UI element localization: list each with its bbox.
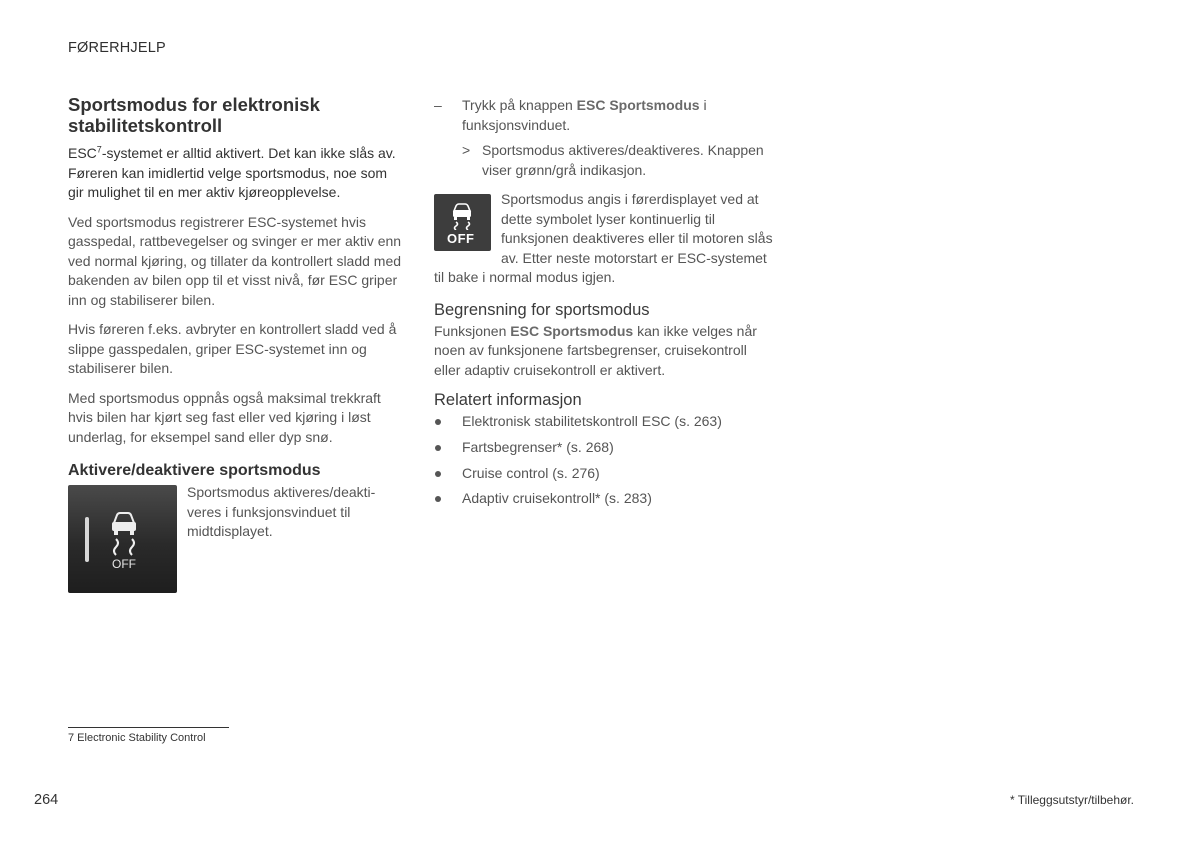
esc-sport-button-icon bbox=[68, 485, 177, 593]
footnote-ref: 7 bbox=[96, 144, 102, 155]
related-heading: Relatert informasjon bbox=[434, 391, 582, 409]
activate-block bbox=[68, 483, 404, 599]
paragraph-traction: Med sportsmodus oppnås også maksimal trekkraft hvis bilen har kjørt seg fast eller ved kjøring i løst underlag, for eksempel sand eller dyp snø. bbox=[68, 389, 381, 445]
step-result: > Sportsmodus aktiveres/deaktiveres. Knappen viser grønn/grå indikasjon. bbox=[462, 142, 764, 178]
paragraph-interrupt: Hvis føreren f.eks. avbryter en kontrollert sladd ved å slippe gasspedalen, griper ESC-systemet inn og stabiliserer bilen. bbox=[68, 321, 397, 376]
limit-paragraph: Funksjonen ESC Sportsmodus kan ikke velges når noen av funksjonene fartsbegrenser, cruisekontroll eller adaptiv cruisekontroll er aktivert. bbox=[434, 322, 757, 378]
related-list bbox=[434, 412, 774, 509]
paragraph-registration: Ved sportsmodus registrerer ESC-systemet hvis gasspedal, rattbevegelser og svinger er mer aktiv enn ved normal kjøring, og tillater da kontrollert sladd med bakenden av bilen opp til et visst nivå, før ESC griper inn og stabiliserer bilen. bbox=[68, 213, 402, 308]
left-column bbox=[68, 94, 404, 599]
bullet-icon bbox=[435, 419, 441, 425]
page-title: Sportsmodus for elektronisk stabilitetskontroll bbox=[68, 94, 320, 136]
esc-off-symbol-icon bbox=[434, 194, 491, 251]
skidding-car-icon bbox=[108, 509, 140, 557]
related-link[interactable]: Elektronisk stabilitetskontroll ESC (s. 263) bbox=[434, 412, 774, 432]
page-number: 264 bbox=[34, 792, 59, 808]
activate-text: Sportsmodus aktiveres/deaktiveres i funksjonsvinduet til midtdisplayet. bbox=[187, 484, 376, 539]
step-press-button: – Trykk på knappen ESC Sportsmodus i funksjonsvinduet. bbox=[434, 97, 707, 133]
symbol-off-label: OFF bbox=[447, 231, 475, 246]
related-link[interactable]: Adaptiv cruisekontroll* (s. 283) bbox=[434, 489, 774, 509]
result-arrow: > bbox=[462, 142, 471, 158]
esc-sportsmodus-label: ESC Sportsmodus bbox=[510, 322, 634, 339]
bullet-icon bbox=[435, 471, 441, 477]
related-link[interactable]: Fartsbegrenser* (s. 268) bbox=[434, 438, 774, 458]
accessory-note: * Tilleggsutstyr/tilbehør. bbox=[1009, 793, 1134, 807]
step-dash: – bbox=[434, 97, 442, 113]
symbol-text: Sportsmodus angis i førerdisplayet ved at dette symbolet lyser kontinuerlig til funksjonen deaktiveres eller til motoren slås av. Etter neste motorstart er ESC-systemet til bake i normal modus igjen. bbox=[434, 191, 773, 285]
limit-heading: Begrensning for sportsmodus bbox=[434, 300, 650, 319]
section-header: FØRERHJELP bbox=[68, 40, 166, 56]
related-link[interactable]: Cruise control (s. 276) bbox=[434, 464, 774, 484]
esc-sportsmodus-label: ESC Sportsmodus bbox=[576, 97, 700, 113]
symbol-block bbox=[434, 190, 774, 288]
footnote-divider bbox=[68, 727, 229, 728]
right-column bbox=[434, 96, 774, 515]
bullet-icon bbox=[435, 496, 441, 502]
intro-paragraph: ESC$^7$-systemet er alltid aktivert. Det kan ikke slås av. Føreren kan imidlertid velge sportsmodus, noe som gir mulighet til en mer aktiv kjøreopplevelse. bbox=[68, 144, 396, 200]
footnote: 7 Electronic Stability Control bbox=[68, 732, 206, 744]
skidding-car-icon bbox=[450, 202, 474, 230]
indicator-light bbox=[85, 517, 89, 562]
bullet-icon bbox=[435, 445, 441, 451]
button-off-label: OFF bbox=[112, 557, 136, 571]
activate-heading: Aktivere/deaktivere sportsmodus bbox=[68, 462, 321, 479]
